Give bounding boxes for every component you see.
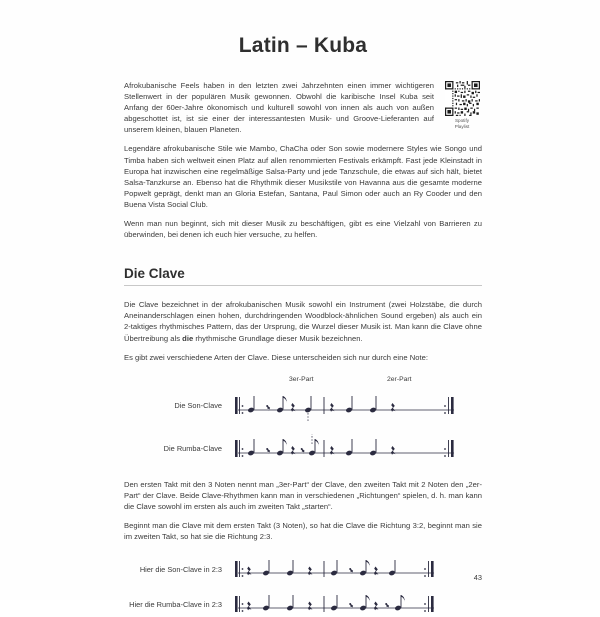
spotify-playlist-qr-code[interactable] [445, 81, 480, 116]
part-label-3er: 3er-Part [289, 375, 314, 383]
staff-label-rumba-clave: Die Rumba-Clave [163, 444, 222, 454]
clave-paragraph-4: Beginnt man die Clave mit dem ersten Takt (3 Noten), so hat die Clave die Richtung 3:2, beginnt man sie im zweiten Takt, so hat sie die Richtung 2:3. [124, 520, 482, 542]
notation-block-2-3 [124, 556, 482, 617]
staff-row-rumba-clave [124, 434, 482, 464]
page-number: 43 [473, 573, 482, 582]
section-divider [124, 285, 482, 286]
staff-label-rumba-clave-23: Hier die Rumba-Clave in 2:3 [129, 599, 222, 609]
staff-row-son-clave [124, 391, 482, 421]
part-labels-row [124, 376, 482, 387]
qr-caption-line2: Playlist [454, 123, 470, 129]
staff-rumba-clave-2-3 [232, 591, 444, 617]
intro-paragraph-1: Afrokubanische Feels haben in den letzten zwei Jahrzehnten einen immer wichtigeren Stellenwert in der populären Musik gewonnen. Obwohl die karibische Insel Kuba seit Anfang der 60er-Jahre ökonomisch und kulturell sowohl von innen als auch von außen abgeschottet ist, ist sie einer der interessantesten Musik- und Groove-Lieferanten auf unserem kleinen, blauen Planeten. [124, 81, 434, 135]
qr-caption [442, 118, 482, 129]
staff-rumba-clave-3-2 [232, 434, 464, 464]
staff-row-rumba-clave-23 [124, 591, 482, 617]
part-label-2er: 2er-Part [387, 375, 412, 383]
notation-block-3-2 [124, 376, 482, 464]
staff-label-son-clave: Die Son-Clave [174, 401, 222, 411]
clave-direction-paragraphs [124, 479, 482, 542]
intro-paragraph-2: Legendäre afrokubanische Stile wie Mambo, ChaCha oder Son sowie modernere Styles wie Songo und Timba haben sich weltweit einen Platz auf allen renommierten Festivals erkämpft. Fast jede Kleinstadt in Europa hat inzwischen eine regelmäßige Salsa-Party und jede Tanzschule, die etwas auf sich hält, bietet Salsa-Tanzkurse an. Ebenso hat die Rhythmik dieser Musikstile von Havanna aus die gesamte moderne Popwelt geprägt, denkt man an Gloria Estefan, Santana, Paul Simon oder auch an Ry Cooder und den Buena Vista Social Club. [124, 144, 482, 209]
clave-paragraph-1 [124, 299, 482, 343]
staff-row-son-clave-23 [124, 556, 482, 582]
clave-paragraph-2: Es gibt zwei verschiedene Arten der Clave. Diese unterscheiden sich nur durch eine Note: [124, 352, 428, 362]
section-heading-die-clave: Die Clave [124, 266, 185, 282]
intro-paragraph-3: Wenn man nun beginnt, sich mit dieser Musik zu beschäftigen, gibt es eine Vielzahl von Barrieren zu überwinden, bei denen ich euch hier versuche, zu helfen. [124, 219, 482, 240]
page-title: Latin – Kuba [238, 34, 368, 57]
qr-caption-line1: Spotify [454, 118, 470, 123]
clave-paragraph-3: Den ersten Takt mit den 3 Noten nennt man „3er-Part“ der Clave, den zweiten Takt mit 2 Noten den „2er-Part“ der Clave. Beide Clave-Rhythmen kann man in verschiedenen „Richtungen“ spielen, d. h. man kann die Clave sowohl im ersten als auch im zweiten Takt „starten“. [124, 479, 482, 511]
clave-p1-bold: die [182, 333, 194, 343]
clave-p1-b: rhythmische Grundlage dieser Musik bezeichnen. [193, 333, 363, 343]
staff-son-clave-3-2 [232, 391, 464, 421]
intro-section [124, 80, 482, 240]
staff-label-son-clave-23: Hier die Son-Clave in 2:3 [139, 564, 222, 574]
staff-son-clave-2-3 [232, 556, 444, 582]
spotify-playlist-qr-block[interactable] [442, 81, 482, 129]
clave-p1-a: Die Clave bezeichnet in der afrokubanischen Musik sowohl ein Instrument (zwei Holzstäbe, die durch Aneinanderschlagen einen hohen, durchdringenden Woodblock-ähnlichen Sound ergeben) als auch ein 2-taktiges rhythmisches Pattern, das der Ursprung, die Wurzel dieser Musik ist. Man kann die Clave ohne Übertreibung als [124, 300, 482, 343]
page-content [124, 0, 482, 617]
